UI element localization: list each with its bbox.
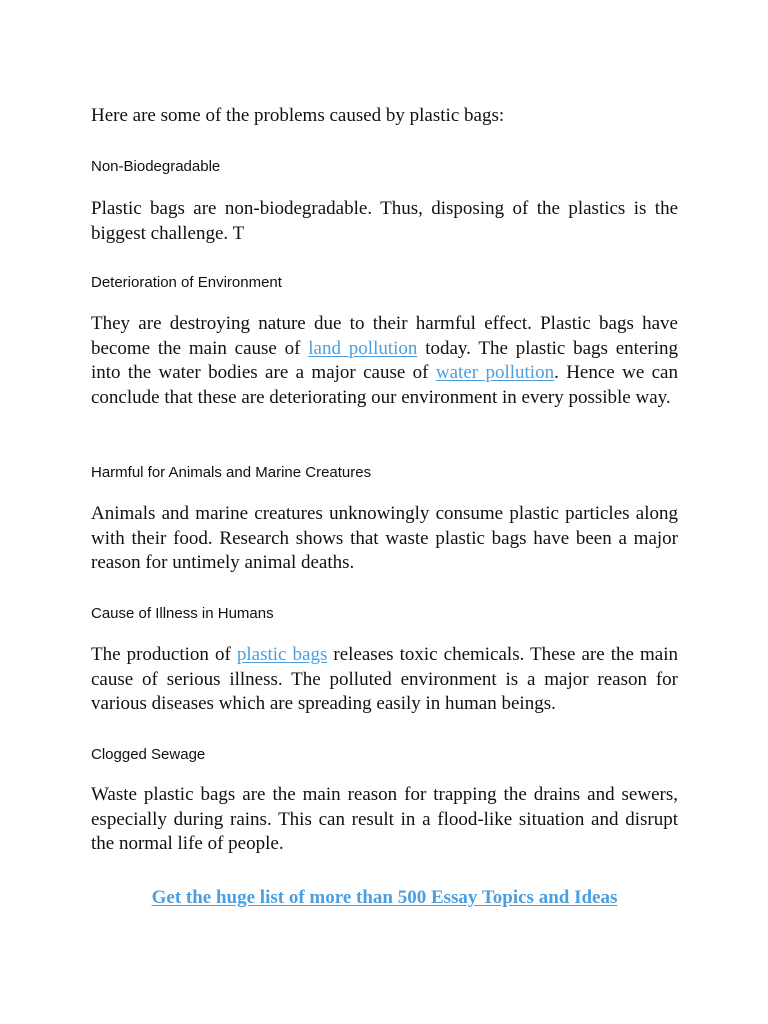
section-paragraph-sewage: Waste plastic bags are the main reason for trapping the drains and sewers, especially during rains. This can result in a flood-like situation and disrupt the normal life of people. (91, 784, 678, 854)
section-heading-animals: Harmful for Animals and Marine Creatures (91, 464, 372, 481)
paragraph-text: releases toxic chemicals. These are the main cause of serious illness. The polluted environment is a major reason for various diseases which are spreading easily in human beings. (91, 644, 678, 714)
paragraph-text: The production of (91, 644, 237, 665)
section-paragraph-illness (91, 643, 678, 717)
section-heading-illness: Cause of Illness in Humans (91, 605, 274, 622)
section-paragraph-animals: Animals and marine creatures unknowingly consume plastic particles along with their food. Research shows that waste plastic bags have been a major reason for untimely animal deaths. (91, 503, 678, 573)
intro-text: Here are some of the problems caused by plastic bags: (91, 105, 505, 126)
essay-topics-link[interactable]: Get the huge list of more than 500 Essay Topics and Ideas (151, 887, 618, 908)
water-pollution-link[interactable]: water pollution (435, 362, 555, 383)
paragraph-text: today. The plastic bags entering into the water bodies are a major cause of (91, 337, 678, 383)
section-heading-deterioration: Deterioration of Environment (91, 274, 282, 291)
plastic-bags-link[interactable]: plastic bags (236, 644, 328, 665)
section-heading-non-biodegradable: Non-Biodegradable (91, 158, 221, 175)
paragraph-text: They are destroying nature due to their harmful effect. Plastic bags have become the main cause of (91, 313, 678, 359)
section-heading-sewage: Clogged Sewage (91, 746, 206, 763)
paragraph-text: . Hence we can conclude that these are deteriorating our environment in every possible way. (91, 362, 678, 408)
land-pollution-link[interactable]: land pollution (308, 337, 418, 359)
section-paragraph-deterioration (91, 312, 678, 410)
section-paragraph-non-biodegradable: Plastic bags are non-biodegradable. Thus, disposing of the plastics is the biggest challenge. T (91, 198, 678, 244)
